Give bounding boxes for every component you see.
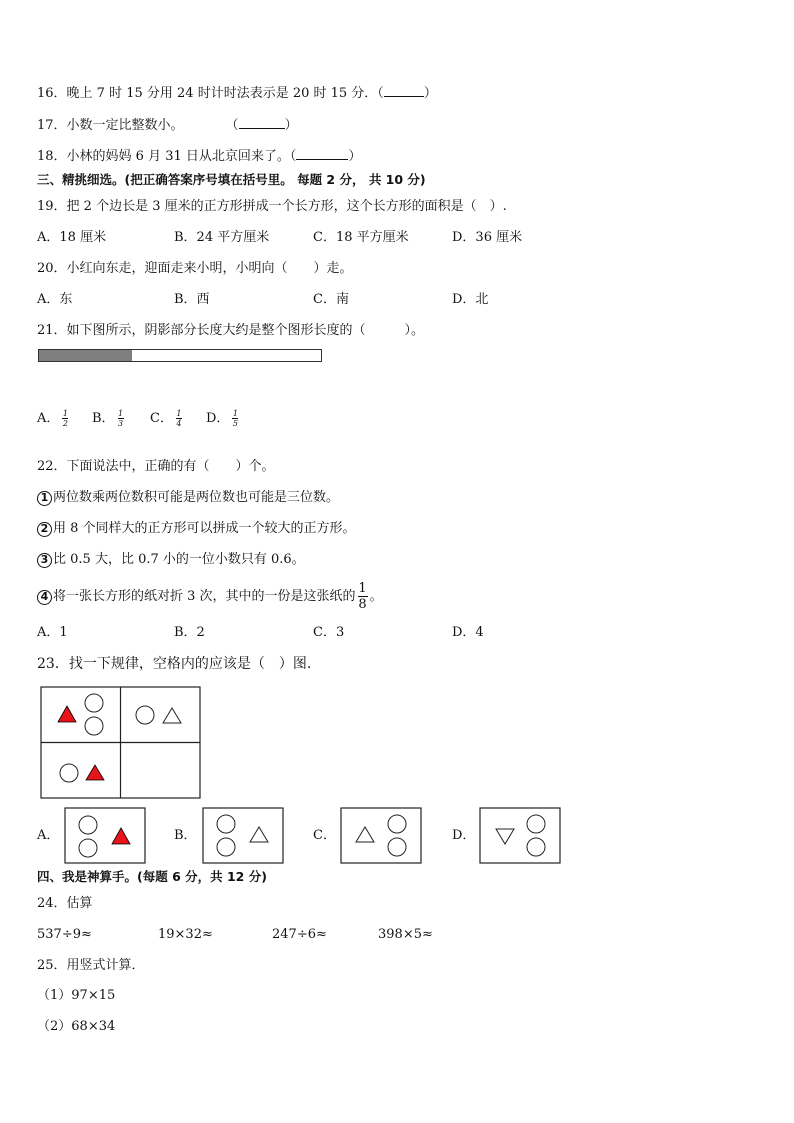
circle [527,838,545,856]
q22-statement-2: 2 用 8 个同样大的正方形可以拼成一个较大的正方形。 [37,521,356,537]
estimate-item-1: 537÷9≈ [37,927,92,942]
circle [388,815,406,833]
fraction: $\frac{1}{5}$ [232,409,238,428]
red-triangle [86,765,104,780]
q21-option-b[interactable]: B． $\frac{1}{3}$ [92,409,124,428]
section-3-heading: 三、精挑细选。(把正确答案序号填在括号里。 每题 2 分， 共 10 分) [37,172,426,187]
calc-item-2: （2）68×34 [37,1019,116,1034]
question-23: 23．找一下规律，空格内的应该是（ ）图. [37,656,312,672]
question-24: 24．估算 [37,896,93,911]
circle [527,815,545,833]
answer-blank-16[interactable] [384,84,424,97]
fraction: $\frac{1}{8}$ [358,581,367,612]
circled-number-4: 4 [37,590,52,605]
q22-statement-3: 3 比 0.5 大，比 0.7 小的一位小数只有 0.6。 [37,552,305,568]
question-17-text: 17．小数一定比整数小。 [37,118,184,133]
red-triangle [58,706,76,722]
fraction-bar-shaded [39,350,132,361]
question-16-text: 16．晚上 7 时 15 分用 24 时计时法表示是 20 时 15 分．（ [37,86,384,101]
circle [79,816,97,834]
circled-number-1: 1 [37,491,52,506]
circle [217,838,235,856]
fraction: $\frac{1}{3}$ [118,409,124,428]
q22-option-c[interactable]: C．3 [313,625,345,640]
fraction: $\frac{1}{2}$ [62,409,68,428]
circle [60,764,78,782]
fraction: $\frac{1}{4}$ [176,409,182,428]
question-16: 16．晚上 7 时 15 分用 24 时计时法表示是 20 时 15 分．（ ） [37,86,437,101]
triangle [250,827,268,842]
q20-option-c[interactable]: C．南 [313,292,349,307]
q22-option-b[interactable]: B．2 [174,625,205,640]
q21-option-c[interactable]: C． $\frac{1}{4}$ [150,409,182,428]
pattern-grid [40,686,202,800]
question-17: 17．小数一定比整数小。 （ ） [37,118,298,133]
q20-option-b[interactable]: B．西 [174,292,210,307]
section-4-heading: 四、我是神算手。(每题 6 分，共 12 分) [37,869,267,884]
inverted-triangle [496,829,514,844]
estimate-item-4: 398×5≈ [378,927,433,942]
question-25: 25．用竖式计算． [37,958,145,973]
q23-option-b[interactable] [202,807,284,865]
red-triangle [112,828,130,844]
circle [217,815,235,833]
q19-option-d[interactable]: D．36 厘米 [452,230,523,245]
q23-option-a-label[interactable]: A． [37,828,60,843]
q22-statement-1: 1 两位数乘两位数积可能是两位数也可能是三位数。 [37,490,339,506]
q23-option-d[interactable] [479,807,561,865]
estimate-item-2: 19×32≈ [158,927,213,942]
question-22: 22．下面说法中，正确的有（ ）个。 [37,459,275,474]
circle [85,717,103,735]
q23-option-c-label[interactable]: C． [313,828,336,843]
fraction-bar-figure [38,349,322,362]
q22-option-a[interactable]: A．1 [37,625,68,640]
question-19: 19．把 2 个边长是 3 厘米的正方形拼成一个长方形，这个长方形的面积是（ ）. [37,199,507,214]
circle [136,706,154,724]
calc-item-1: （1）97×15 [37,988,116,1003]
circle [388,838,406,856]
circled-number-2: 2 [37,522,52,537]
q22-statement-4: 4 将一张长方形的纸对折 3 次，其中的一份是这张纸的 $\frac{1}{8}$ 。 [37,580,383,614]
circle [79,839,97,857]
estimate-item-3: 247÷6≈ [272,927,327,942]
q23-option-c[interactable] [340,807,422,865]
question-20: 20．小红向东走，迎面走来小明，小明向（ ）走。 [37,261,353,276]
q23-option-b-label[interactable]: B． [174,828,197,843]
q19-option-c[interactable]: C．18 平方厘米 [313,230,409,245]
q19-option-a[interactable]: A．18 厘米 [37,230,107,245]
circled-number-3: 3 [37,553,52,568]
question-18: 18．小林的妈妈 6 月 31 日从北京回来了。（ ） [37,149,362,164]
q22-option-d[interactable]: D．4 [452,625,484,640]
q23-option-a[interactable] [64,807,146,865]
question-18-text: 18．小林的妈妈 6 月 31 日从北京回来了。（ [37,149,297,164]
answer-blank-17[interactable] [239,116,285,129]
q21-option-d[interactable]: D． $\frac{1}{5}$ [206,409,238,428]
q20-option-d[interactable]: D．北 [452,292,489,307]
triangle [163,708,181,723]
q20-option-a[interactable]: A．东 [37,292,73,307]
question-21: 21．如下图所示，阴影部分长度大约是整个图形长度的（ ）。 [37,323,425,338]
q19-option-b[interactable]: B．24 平方厘米 [174,230,270,245]
triangle [356,827,374,842]
answer-blank-18[interactable] [296,147,348,160]
q23-option-d-label[interactable]: D． [452,828,476,843]
circle [85,694,103,712]
q21-option-a[interactable]: A． $\frac{1}{2}$ [37,409,68,428]
